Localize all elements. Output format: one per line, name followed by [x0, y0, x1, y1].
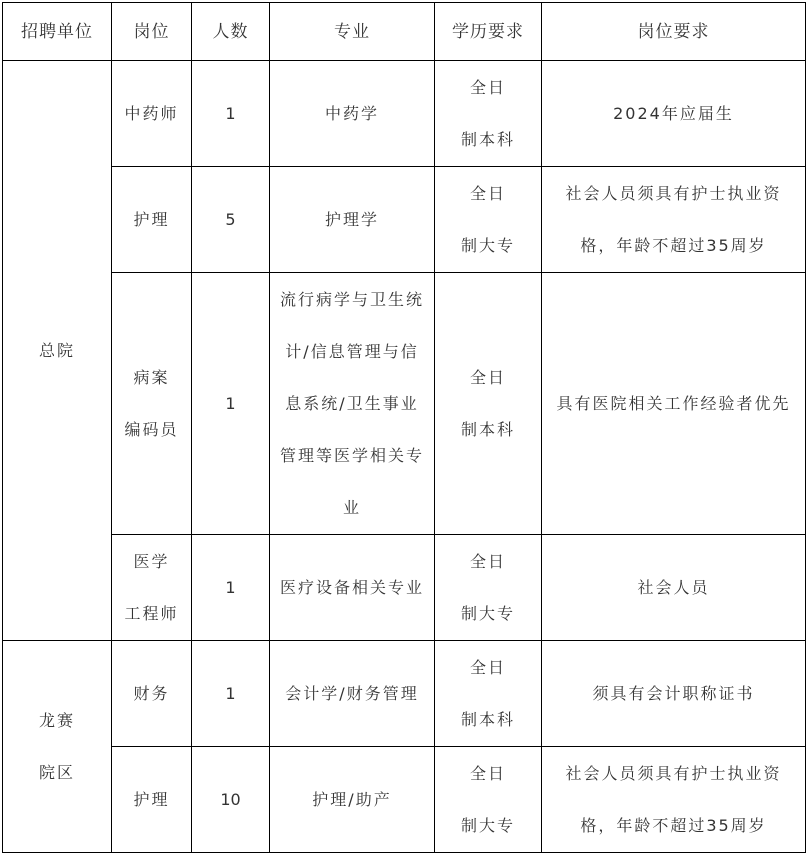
header-position: 岗位: [112, 3, 192, 61]
position-cell: 中药师: [112, 61, 192, 167]
position-cell: 医学 工程师: [112, 535, 192, 641]
position-cell: 病案 编码员: [112, 273, 192, 535]
major-cell: 医疗设备相关专业: [270, 535, 435, 641]
education-cell: 全日 制本科: [435, 61, 542, 167]
requirement-cell: 社会人员: [542, 535, 806, 641]
major-cell: 会计学/财务管理: [270, 641, 435, 747]
table-header-row: [3, 3, 806, 61]
education-cell: 全日 制大专: [435, 535, 542, 641]
requirement-cell: 社会人员须具有护士执业资格，年龄不超过35周岁: [542, 747, 806, 853]
position-cell: 财务: [112, 641, 192, 747]
education-cell: 全日 制大专: [435, 747, 542, 853]
education-cell: 全日 制大专: [435, 167, 542, 273]
unit-cell: 总院: [3, 61, 112, 641]
header-count: 人数: [192, 3, 270, 61]
count-cell: 5: [192, 167, 270, 273]
major-cell: 护理学: [270, 167, 435, 273]
count-cell: 1: [192, 535, 270, 641]
recruitment-table-container: [2, 2, 806, 853]
table-row: [3, 535, 806, 641]
table-row: [3, 167, 806, 273]
major-cell: 中药学: [270, 61, 435, 167]
header-education: 学历要求: [435, 3, 542, 61]
table-row: [3, 273, 806, 535]
education-cell: 全日 制本科: [435, 273, 542, 535]
requirement-cell: 具有医院相关工作经验者优先: [542, 273, 806, 535]
requirement-cell: 社会人员须具有护士执业资格，年龄不超过35周岁: [542, 167, 806, 273]
position-cell: 护理: [112, 167, 192, 273]
requirement-cell: 须具有会计职称证书: [542, 641, 806, 747]
education-cell: 全日 制本科: [435, 641, 542, 747]
major-cell: 流行病学与卫生统计/信息管理与信息系统/卫生事业管理等医学相关专业: [270, 273, 435, 535]
header-unit: 招聘单位: [3, 3, 112, 61]
recruitment-table: [2, 2, 806, 853]
count-cell: 1: [192, 61, 270, 167]
position-cell: 护理: [112, 747, 192, 853]
requirement-cell: 2024年应届生: [542, 61, 806, 167]
table-row: [3, 747, 806, 853]
count-cell: 1: [192, 273, 270, 535]
table-row: [3, 641, 806, 747]
table-row: [3, 61, 806, 167]
unit-cell: 龙赛 院区: [3, 641, 112, 853]
count-cell: 1: [192, 641, 270, 747]
header-major: 专业: [270, 3, 435, 61]
header-requirement: 岗位要求: [542, 3, 806, 61]
major-cell: 护理/助产: [270, 747, 435, 853]
count-cell: 10: [192, 747, 270, 853]
